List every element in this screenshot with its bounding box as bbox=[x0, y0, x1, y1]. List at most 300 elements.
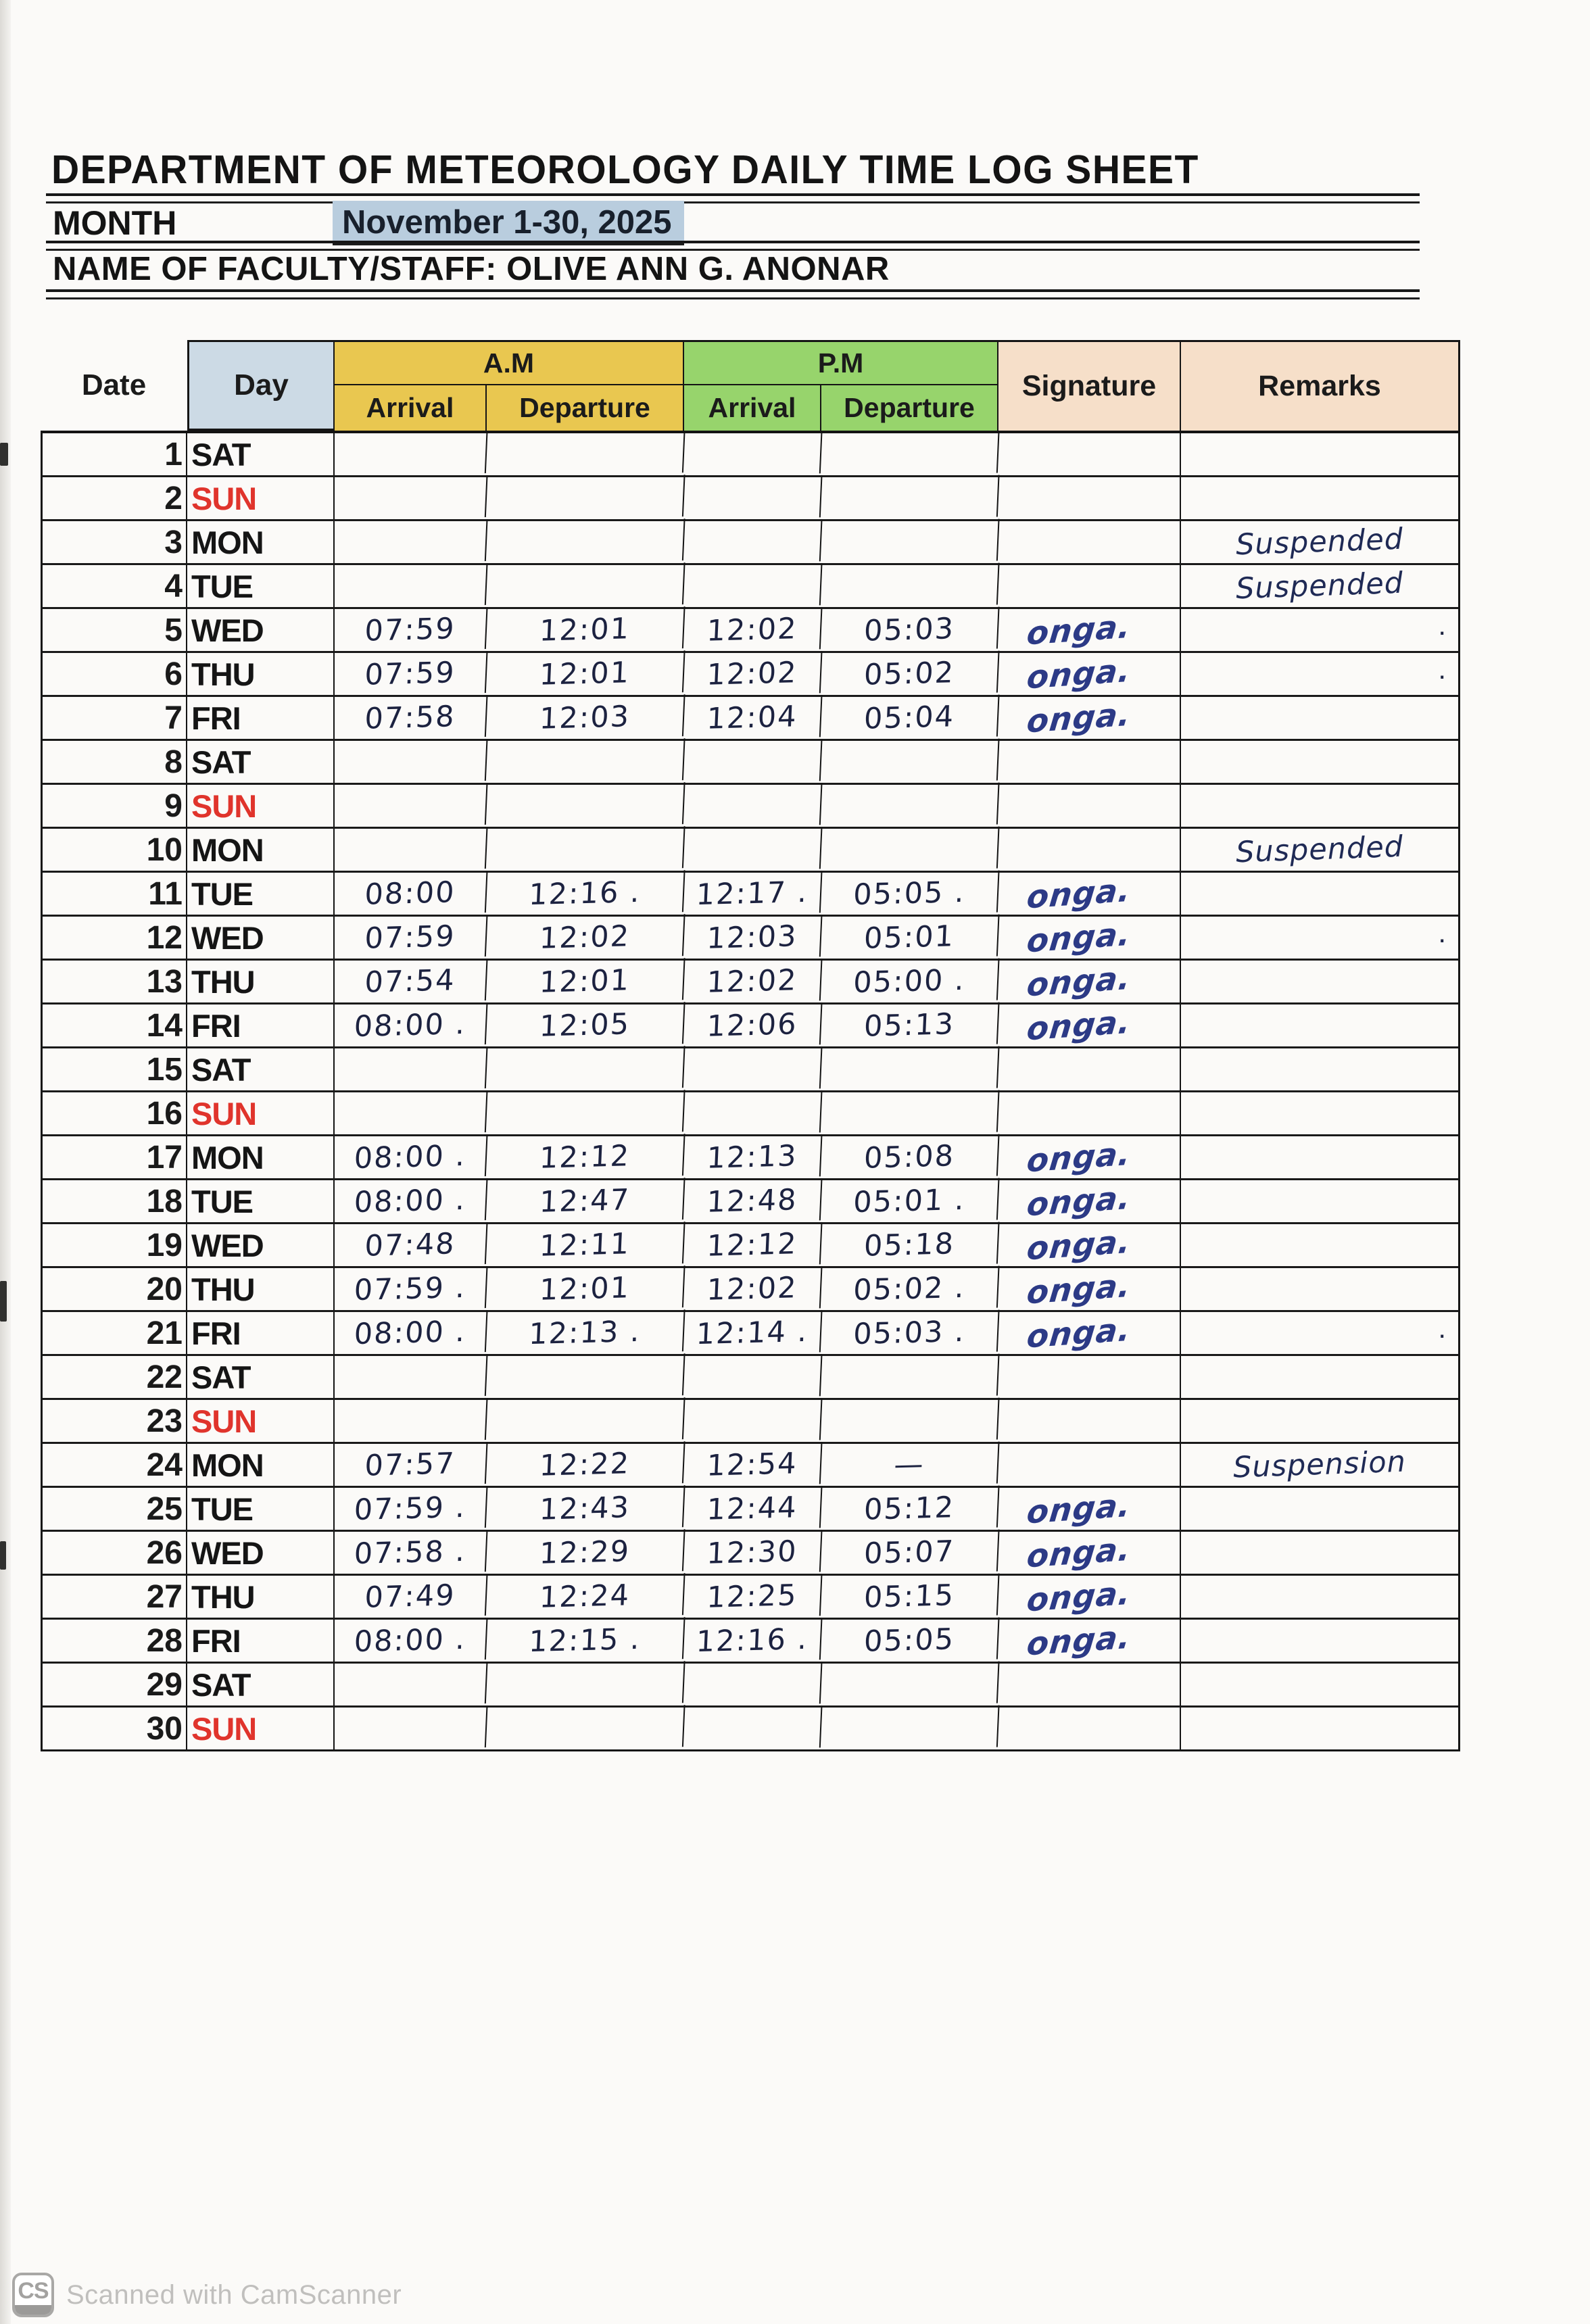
cell-date: 21 bbox=[43, 1312, 187, 1354]
cell-pm-arrival: 12:04 bbox=[683, 695, 822, 740]
cell-remarks bbox=[1181, 1312, 1458, 1354]
cell-date: 24 bbox=[43, 1444, 187, 1486]
cell-date: 3 bbox=[43, 521, 187, 563]
handwritten-signature: onga. bbox=[1025, 959, 1133, 1004]
cell-day: SUN bbox=[187, 1708, 335, 1749]
scan-artifact bbox=[0, 1281, 7, 1322]
cell-am-departure bbox=[485, 826, 685, 873]
pen-dot-mark: . bbox=[1438, 1312, 1446, 1344]
handwritten-remark: Suspension bbox=[1232, 1445, 1407, 1485]
handwritten-signature: onga. bbox=[1025, 1178, 1133, 1224]
cell-day: THU bbox=[187, 1268, 335, 1310]
cell-pm-departure: 05:07 bbox=[820, 1530, 999, 1576]
header-day: Day bbox=[187, 340, 335, 431]
cell-pm-departure bbox=[820, 563, 999, 610]
document-title: DEPARTMENT OF METEOROLOGY DAILY TIME LOG SHEET bbox=[51, 147, 1199, 193]
cell-signature bbox=[998, 961, 1181, 1002]
cell-signature bbox=[998, 1004, 1181, 1046]
cell-day: SAT bbox=[187, 1356, 335, 1398]
table-row-day-8 bbox=[43, 741, 1458, 785]
cell-remarks bbox=[1181, 1444, 1458, 1486]
cell-date: 14 bbox=[43, 1004, 187, 1046]
cell-pm-departure: 05:08 bbox=[820, 1134, 999, 1181]
cell-remarks bbox=[1181, 961, 1458, 1002]
cell-day: MON bbox=[187, 829, 335, 871]
scan-edge-shadow bbox=[0, 0, 11, 2324]
cell-day: TUE bbox=[187, 873, 335, 915]
cell-pm-arrival: 12:06 bbox=[683, 1002, 822, 1048]
handwritten-signature: onga. bbox=[1025, 1310, 1133, 1356]
cell-pm-arrival: 12:14 . bbox=[683, 1310, 822, 1355]
cell-day: FRI bbox=[187, 1620, 335, 1662]
cell-am-departure: 12:01 bbox=[485, 606, 685, 654]
cell-signature bbox=[998, 609, 1181, 651]
cell-day: SAT bbox=[187, 433, 335, 475]
cell-am-arrival: 07:57 bbox=[333, 1442, 487, 1488]
header-am: A.M bbox=[335, 340, 684, 385]
table-row-day-25 bbox=[43, 1488, 1458, 1532]
cell-date: 27 bbox=[43, 1576, 187, 1618]
cell-remarks bbox=[1181, 433, 1458, 475]
cell-remarks bbox=[1181, 873, 1458, 915]
cell-remarks bbox=[1181, 1004, 1458, 1046]
scan-artifact bbox=[0, 1541, 6, 1570]
cell-pm-departure bbox=[820, 827, 999, 873]
cell-pm-departure: 05:18 bbox=[820, 1222, 999, 1269]
cell-day: MON bbox=[187, 521, 335, 563]
cell-am-arrival: 07:59 bbox=[333, 915, 487, 961]
cell-am-departure: 12:11 bbox=[485, 1221, 685, 1269]
cell-pm-arrival bbox=[683, 519, 822, 564]
cell-date: 2 bbox=[43, 477, 187, 519]
table-row-day-1 bbox=[43, 433, 1458, 477]
handwritten-signature: onga. bbox=[1025, 607, 1133, 653]
cell-am-arrival: 07:59 bbox=[333, 607, 487, 653]
handwritten-signature: onga. bbox=[1025, 1134, 1133, 1180]
cell-signature bbox=[998, 433, 1181, 475]
cell-pm-departure: 05:01 . bbox=[820, 1178, 999, 1225]
cell-am-departure: 12:01 bbox=[485, 958, 685, 1005]
cell-remarks bbox=[1181, 697, 1458, 739]
cell-date: 9 bbox=[43, 785, 187, 827]
header-pm-arrival: Arrival bbox=[684, 385, 821, 431]
table-row-day-24 bbox=[43, 1444, 1458, 1488]
cell-date: 18 bbox=[43, 1180, 187, 1222]
cell-am-departure: 12:22 bbox=[485, 1441, 685, 1488]
cell-pm-arrival: 12:25 bbox=[683, 1574, 822, 1619]
cell-signature bbox=[998, 873, 1181, 915]
cell-pm-arrival bbox=[683, 1705, 822, 1751]
cell-day: TUE bbox=[187, 1180, 335, 1222]
cell-am-departure bbox=[485, 431, 685, 478]
month-value-highlighted: November 1-30, 2025 bbox=[333, 201, 684, 245]
cell-pm-departure bbox=[820, 1354, 999, 1401]
cell-am-departure bbox=[485, 1397, 685, 1445]
handwritten-signature: onga. bbox=[1025, 651, 1133, 697]
table-row-day-23 bbox=[43, 1400, 1458, 1444]
cell-remarks bbox=[1181, 609, 1458, 651]
month-label: MONTH bbox=[53, 204, 177, 242]
cell-am-arrival: 07:49 bbox=[333, 1574, 487, 1620]
cell-pm-arrival: 12:30 bbox=[683, 1530, 822, 1575]
cell-signature bbox=[998, 1532, 1181, 1574]
cell-am-departure: 12:29 bbox=[485, 1529, 685, 1576]
pen-dot-mark: . bbox=[1438, 609, 1446, 641]
table-row-day-30 bbox=[43, 1708, 1458, 1749]
cell-am-arrival bbox=[333, 1046, 487, 1092]
cell-signature bbox=[998, 1708, 1181, 1749]
cell-pm-departure bbox=[820, 1705, 999, 1752]
cell-pm-departure bbox=[820, 519, 999, 566]
cell-signature bbox=[998, 1268, 1181, 1310]
header-am-arrival: Arrival bbox=[335, 385, 487, 431]
cell-date: 25 bbox=[43, 1488, 187, 1530]
cell-am-arrival: 07:59 . bbox=[333, 1486, 487, 1532]
scan-artifact bbox=[0, 443, 8, 466]
cell-am-departure: 12:15 . bbox=[485, 1617, 685, 1664]
cell-remarks bbox=[1181, 1532, 1458, 1574]
cell-signature bbox=[998, 829, 1181, 871]
table-row-day-16 bbox=[43, 1092, 1458, 1136]
cell-pm-arrival bbox=[683, 1046, 822, 1092]
cell-am-arrival: 08:00 . bbox=[333, 1178, 487, 1224]
cell-signature bbox=[998, 1048, 1181, 1090]
cell-pm-departure: 05:02 bbox=[820, 651, 999, 698]
cell-remarks bbox=[1181, 477, 1458, 519]
cell-am-arrival: 08:00 . bbox=[333, 1310, 487, 1356]
cell-am-departure: 12:03 bbox=[485, 694, 685, 742]
cell-signature bbox=[998, 1180, 1181, 1222]
cell-am-arrival: 08:00 . bbox=[333, 1134, 487, 1180]
table-row-day-15 bbox=[43, 1048, 1458, 1092]
cell-pm-departure: 05:13 bbox=[820, 1002, 999, 1049]
cell-day: SAT bbox=[187, 1048, 335, 1090]
cell-remarks bbox=[1181, 1268, 1458, 1310]
camscanner-logo-letters: CS bbox=[18, 2278, 49, 2304]
cell-pm-departure: 05:03 bbox=[820, 607, 999, 654]
table-row-day-5 bbox=[43, 609, 1458, 653]
cell-pm-arrival: 12:02 bbox=[683, 607, 822, 652]
handwritten-remark: Suspended bbox=[1235, 566, 1404, 606]
cell-signature bbox=[998, 653, 1181, 695]
table-row-day-29 bbox=[43, 1664, 1458, 1708]
cell-signature bbox=[998, 1664, 1181, 1705]
cell-am-arrival bbox=[333, 563, 487, 609]
cell-pm-departure: 05:12 bbox=[820, 1486, 999, 1532]
cell-day: SUN bbox=[187, 785, 335, 827]
camscanner-logo-icon bbox=[12, 2273, 54, 2317]
cell-pm-departure bbox=[820, 739, 999, 785]
cell-date: 13 bbox=[43, 961, 187, 1002]
cell-day: THU bbox=[187, 1576, 335, 1618]
cell-signature bbox=[998, 1576, 1181, 1618]
cell-signature bbox=[998, 1356, 1181, 1398]
camscanner-logo-bar bbox=[15, 2305, 51, 2315]
cell-pm-departure: 05:02 . bbox=[820, 1266, 999, 1313]
cell-am-departure bbox=[485, 1661, 685, 1708]
handwritten-signature: onga. bbox=[1025, 1002, 1133, 1048]
header-pm-departure: Departure bbox=[821, 385, 998, 431]
table-row-day-27 bbox=[43, 1576, 1458, 1620]
cell-pm-departure bbox=[820, 1090, 999, 1137]
pen-dot-mark: . bbox=[1438, 917, 1446, 948]
cell-am-arrival: 07:58 bbox=[333, 695, 487, 741]
cell-pm-arrival: 12:02 bbox=[683, 1266, 822, 1311]
cell-day: MON bbox=[187, 1136, 335, 1178]
handwritten-signature: onga. bbox=[1025, 695, 1133, 741]
table-row-day-11 bbox=[43, 873, 1458, 917]
cell-am-arrival: 08:00 bbox=[333, 871, 487, 917]
cell-signature bbox=[998, 1224, 1181, 1266]
cell-signature bbox=[998, 1400, 1181, 1442]
cell-am-departure: 12:05 bbox=[485, 1002, 685, 1049]
cell-signature bbox=[998, 1092, 1181, 1134]
cell-am-departure: 12:02 bbox=[485, 914, 685, 961]
cell-date: 20 bbox=[43, 1268, 187, 1310]
cell-date: 30 bbox=[43, 1708, 187, 1749]
cell-pm-departure bbox=[820, 1046, 999, 1093]
cell-am-departure bbox=[485, 782, 685, 829]
cell-am-arrival bbox=[333, 1354, 487, 1400]
header-date: Date bbox=[81, 368, 147, 402]
cell-pm-departure: 05:01 bbox=[820, 915, 999, 961]
cell-am-departure bbox=[485, 518, 685, 566]
cell-remarks bbox=[1181, 917, 1458, 959]
cell-am-arrival bbox=[333, 1705, 487, 1751]
cell-day: MON bbox=[187, 1444, 335, 1486]
cell-am-departure: 12:24 bbox=[485, 1573, 685, 1620]
cell-am-arrival bbox=[333, 783, 487, 829]
cell-pm-arrival: 12:02 bbox=[683, 651, 822, 696]
cell-pm-departure: 05:15 bbox=[820, 1574, 999, 1620]
cell-pm-departure bbox=[820, 475, 999, 522]
cell-am-arrival bbox=[333, 1090, 487, 1136]
cell-signature bbox=[998, 917, 1181, 959]
cell-date: 29 bbox=[43, 1664, 187, 1705]
cell-am-arrival: 07:58 . bbox=[333, 1530, 487, 1576]
cell-remarks bbox=[1181, 1576, 1458, 1618]
camscanner-footer bbox=[12, 2273, 402, 2317]
cell-am-arrival bbox=[333, 1398, 487, 1444]
cell-remarks bbox=[1181, 785, 1458, 827]
handwritten-signature: onga. bbox=[1025, 1618, 1133, 1664]
cell-day: SUN bbox=[187, 477, 335, 519]
cell-remarks bbox=[1181, 1048, 1458, 1090]
cell-pm-arrival: 12:16 . bbox=[683, 1618, 822, 1663]
cell-day: WED bbox=[187, 1224, 335, 1266]
cell-pm-departure: — bbox=[820, 1442, 999, 1488]
cell-day: TUE bbox=[187, 1488, 335, 1530]
cell-pm-departure bbox=[820, 783, 999, 829]
cell-am-arrival bbox=[333, 739, 487, 785]
cell-pm-arrival: 12:02 bbox=[683, 959, 822, 1004]
cell-day: WED bbox=[187, 609, 335, 651]
cell-pm-departure: 05:00 . bbox=[820, 959, 999, 1005]
cell-pm-arrival bbox=[683, 431, 822, 477]
cell-remarks bbox=[1181, 1180, 1458, 1222]
cell-date: 26 bbox=[43, 1532, 187, 1574]
cell-signature bbox=[998, 1312, 1181, 1354]
cell-pm-departure bbox=[820, 1662, 999, 1708]
cell-pm-arrival: 12:12 bbox=[683, 1222, 822, 1267]
cell-pm-arrival bbox=[683, 783, 822, 828]
handwritten-remark: Suspended bbox=[1235, 522, 1404, 562]
cell-signature bbox=[998, 1444, 1181, 1486]
cell-date: 22 bbox=[43, 1356, 187, 1398]
cell-am-arrival: 07:59 . bbox=[333, 1266, 487, 1312]
cell-date: 28 bbox=[43, 1620, 187, 1662]
table-row-day-10 bbox=[43, 829, 1458, 873]
cell-remarks bbox=[1181, 1400, 1458, 1442]
handwritten-signature: onga. bbox=[1025, 915, 1133, 961]
cell-am-departure: 12:12 bbox=[485, 1134, 685, 1181]
cell-day: WED bbox=[187, 1532, 335, 1574]
cell-am-departure: 12:16 . bbox=[485, 870, 685, 917]
cell-date: 12 bbox=[43, 917, 187, 959]
cell-day: FRI bbox=[187, 1312, 335, 1354]
cell-date: 11 bbox=[43, 873, 187, 915]
table-row-day-17 bbox=[43, 1136, 1458, 1180]
cell-pm-arrival bbox=[683, 1354, 822, 1399]
faculty-name-line: NAME OF FACULTY/STAFF: OLIVE ANN G. ANONAR bbox=[53, 251, 890, 287]
cell-am-arrival bbox=[333, 827, 487, 873]
cell-remarks bbox=[1181, 1224, 1458, 1266]
table-row-day-20 bbox=[43, 1268, 1458, 1312]
cell-date: 17 bbox=[43, 1136, 187, 1178]
cell-day: SUN bbox=[187, 1400, 335, 1442]
cell-signature bbox=[998, 741, 1181, 783]
cell-date: 15 bbox=[43, 1048, 187, 1090]
cell-date: 4 bbox=[43, 565, 187, 607]
cell-signature bbox=[998, 477, 1181, 519]
header-pm: P.M bbox=[684, 340, 998, 385]
cell-date: 19 bbox=[43, 1224, 187, 1266]
table-row-day-6 bbox=[43, 653, 1458, 697]
cell-pm-departure: 05:03 . bbox=[820, 1310, 999, 1357]
handwritten-signature: onga. bbox=[1025, 871, 1133, 917]
handwritten-signature: onga. bbox=[1025, 1486, 1133, 1532]
cell-am-departure bbox=[485, 475, 685, 522]
cell-remarks bbox=[1181, 1356, 1458, 1398]
log-table-header bbox=[41, 340, 1460, 431]
cell-day: FRI bbox=[187, 697, 335, 739]
table-row-day-13 bbox=[43, 961, 1458, 1004]
cell-am-departure: 12:01 bbox=[485, 650, 685, 698]
cell-signature bbox=[998, 1136, 1181, 1178]
cell-day: THU bbox=[187, 653, 335, 695]
cell-am-arrival: 07:59 bbox=[333, 651, 487, 697]
cell-pm-departure: 05:05 . bbox=[820, 871, 999, 917]
cell-pm-arrival bbox=[683, 1662, 822, 1707]
cell-pm-departure: 05:05 bbox=[820, 1618, 999, 1664]
cell-remarks bbox=[1181, 565, 1458, 607]
table-row-day-28 bbox=[43, 1620, 1458, 1664]
cell-am-arrival bbox=[333, 519, 487, 565]
table-row-day-22 bbox=[43, 1356, 1458, 1400]
cell-remarks bbox=[1181, 653, 1458, 695]
cell-day: SUN bbox=[187, 1092, 335, 1134]
cell-pm-arrival: 12:54 bbox=[683, 1442, 822, 1487]
cell-am-departure bbox=[485, 1046, 685, 1093]
cell-pm-arrival bbox=[683, 827, 822, 872]
table-row-day-14 bbox=[43, 1004, 1458, 1048]
table-row-day-2 bbox=[43, 477, 1458, 521]
handwritten-signature: onga. bbox=[1025, 1574, 1133, 1620]
cell-remarks bbox=[1181, 1488, 1458, 1530]
cell-remarks bbox=[1181, 829, 1458, 871]
cell-date: 8 bbox=[43, 741, 187, 783]
handwritten-signature: onga. bbox=[1025, 1266, 1133, 1312]
header-am-departure: Departure bbox=[487, 385, 684, 431]
cell-date: 6 bbox=[43, 653, 187, 695]
cell-am-arrival bbox=[333, 431, 487, 477]
cell-remarks bbox=[1181, 1664, 1458, 1705]
cell-am-departure: 12:01 bbox=[485, 1265, 685, 1313]
cell-date: 1 bbox=[43, 433, 187, 475]
table-row-day-9 bbox=[43, 785, 1458, 829]
header-remarks: Remarks bbox=[1181, 340, 1460, 431]
cell-date: 16 bbox=[43, 1092, 187, 1134]
cell-remarks bbox=[1181, 1136, 1458, 1178]
table-row-day-4 bbox=[43, 565, 1458, 609]
camscanner-watermark-text: Scanned with CamScanner bbox=[66, 2279, 402, 2310]
cell-pm-arrival: 12:17 . bbox=[683, 871, 822, 916]
cell-remarks bbox=[1181, 1620, 1458, 1662]
table-row-day-18 bbox=[43, 1180, 1458, 1224]
cell-signature bbox=[998, 785, 1181, 827]
table-row-day-19 bbox=[43, 1224, 1458, 1268]
cell-am-arrival: 07:54 bbox=[333, 959, 487, 1004]
table-row-day-12 bbox=[43, 917, 1458, 961]
cell-remarks bbox=[1181, 1092, 1458, 1134]
cell-date: 7 bbox=[43, 697, 187, 739]
table-row-day-26 bbox=[43, 1532, 1458, 1576]
table-row-day-3 bbox=[43, 521, 1458, 565]
cell-pm-departure bbox=[820, 431, 999, 478]
header-signature: Signature bbox=[998, 340, 1181, 431]
cell-pm-arrival: 12:44 bbox=[683, 1486, 822, 1531]
cell-am-departure bbox=[485, 562, 685, 610]
horizontal-rule bbox=[46, 289, 1420, 299]
cell-remarks bbox=[1181, 1708, 1458, 1749]
cell-am-departure bbox=[485, 1705, 685, 1752]
cell-am-departure bbox=[485, 1090, 685, 1137]
handwritten-signature: onga. bbox=[1025, 1530, 1133, 1576]
cell-am-arrival: 07:48 bbox=[333, 1222, 487, 1268]
cell-day: FRI bbox=[187, 1004, 335, 1046]
table-row-day-7 bbox=[43, 697, 1458, 741]
cell-pm-departure bbox=[820, 1398, 999, 1445]
horizontal-rule bbox=[46, 241, 1420, 251]
cell-signature bbox=[998, 1488, 1181, 1530]
cell-remarks bbox=[1181, 741, 1458, 783]
cell-pm-arrival bbox=[683, 739, 822, 784]
cell-am-departure bbox=[485, 738, 685, 785]
cell-date: 10 bbox=[43, 829, 187, 871]
cell-am-arrival bbox=[333, 475, 487, 521]
cell-am-departure: 12:43 bbox=[485, 1485, 685, 1532]
cell-pm-arrival bbox=[683, 1398, 822, 1443]
cell-signature bbox=[998, 1620, 1181, 1662]
cell-pm-arrival: 12:03 bbox=[683, 915, 822, 960]
cell-date: 5 bbox=[43, 609, 187, 651]
horizontal-rule bbox=[46, 193, 1420, 203]
cell-day: THU bbox=[187, 961, 335, 1002]
cell-date: 23 bbox=[43, 1400, 187, 1442]
cell-pm-arrival bbox=[683, 475, 822, 521]
cell-pm-arrival bbox=[683, 563, 822, 608]
cell-am-arrival: 08:00 . bbox=[333, 1618, 487, 1664]
